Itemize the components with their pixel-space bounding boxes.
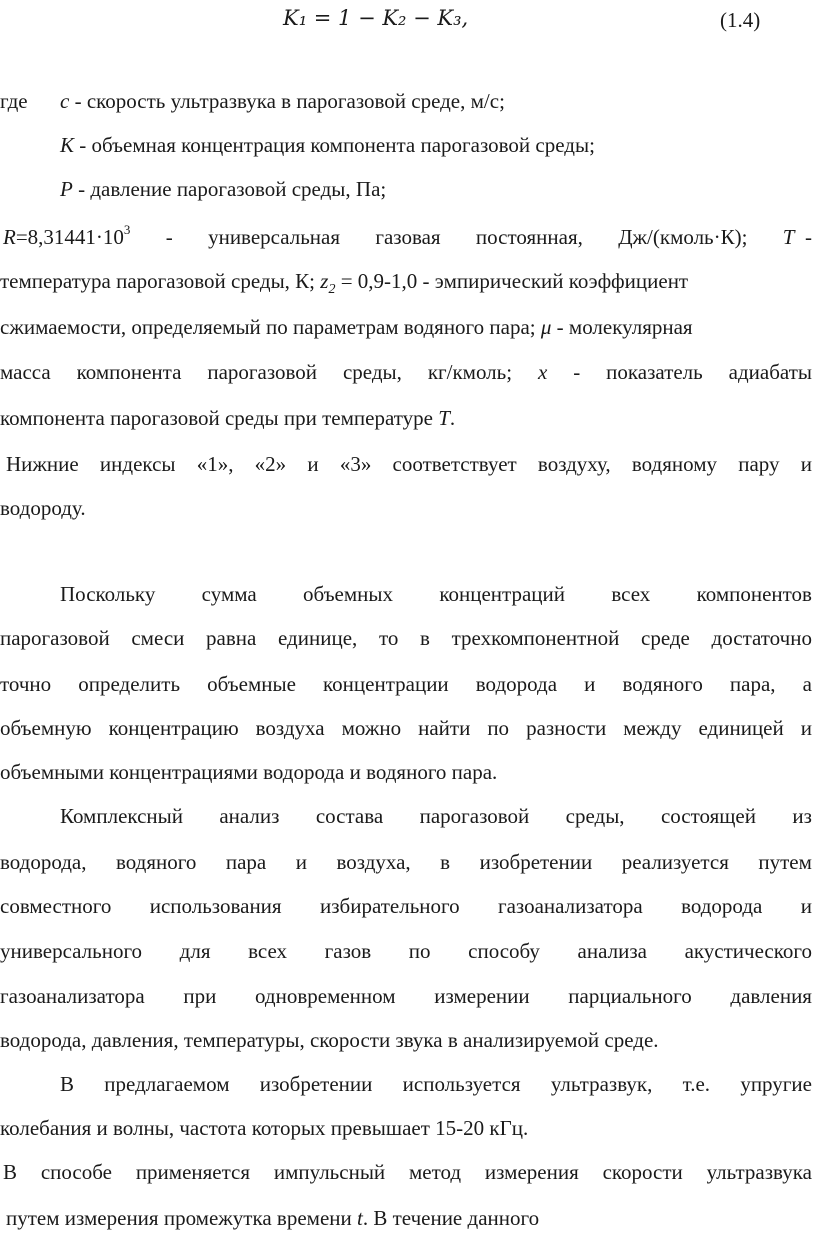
r-line-2: температура парогазовой среды, К; $z_2 = 0,9-1,0$ - эмпирический коэффициент [0,269,689,298]
equation-number: (1.4) [720,8,761,32]
para2-line-1: Комплексный анализ состава парогазовой среды, состоящей из [60,804,812,828]
symbol-p: P [60,177,73,201]
para2-line-6: водорода, давления, температуры, скорости звука в анализируемой среде. [0,1028,659,1052]
formula-text: K₁ = 1 − K₂ − K₃, [283,6,469,30]
para1-line-1: Поскольку сумма объемных концентраций всех компонентов [60,582,812,606]
para2-line-3: совместного использования избирательного газоанализатора водорода и [0,894,812,918]
definition-p [60,175,386,203]
r-line-1: $R=8,31441\cdot 10^3$ - универсальная газовая постоянная, Дж/(кмоль·К); T - [3,222,812,249]
where-word: где [0,89,28,113]
para2-line-4: универсального для всех газов по способу анализа акустического [0,939,812,963]
p-description: - давление парогазовой среды, Па; [72,177,387,201]
index-line-1: Нижние индексы «1», «2» и «3» соответствует воздуху, водяному пару и [6,452,812,476]
para3-line-1: В предлагаемом изобретении используется ультразвук, т.е. упругие [60,1072,812,1096]
symbol-t: T - [782,225,812,249]
para2-line-5: газоанализатора при одновременном измерении парциального давления [0,984,812,1008]
r-line-5: компонента парогазовой среды при температуре T. [0,406,456,430]
formula-k1 [283,4,468,32]
para1-line-5: объемными концентрациями водорода и водяного пара. [0,760,498,784]
definition-c [0,87,28,115]
r-line-3: сжимаемости, определяемый по параметрам водяного пара; μ - молекулярная [0,315,693,339]
k-description: - объемная концентрация компонента парогазовой среды; [74,133,595,157]
index-line-2: водороду. [0,496,86,520]
para1-line-2: парогазовой смеси равна единице, то в трехкомпонентной среде достаточно [0,626,812,650]
c-description: - скорость ультразвука в парогазовой среде, м/с; [69,89,505,113]
r-constant: $R=8,31441\cdot 10^3$ [3,222,131,249]
definition-c-text [60,87,505,115]
para1-line-4: объемную концентрацию воздуха можно найти по разности между единицей и [0,716,812,740]
para4-line-1: В способе применяется импульсный метод измерения скорости ультразвука [3,1160,812,1184]
para4-line-2: путем измерения промежутка времени t. В течение данного [6,1206,540,1230]
symbol-c: c [60,89,70,113]
para2-line-2: водорода, водяного пара и воздуха, в изобретении реализуется путем [0,850,812,874]
symbol-k: K [60,133,75,157]
para1-line-3: точно определить объемные концентрации водорода и водяного пара, а [0,672,812,696]
definition-k [60,131,595,159]
r-line-4: масса компонента парогазовой среды, кг/кмоль; x - показатель адиабаты [0,360,812,384]
para3-line-2: колебания и волны, частота которых превышает 15-20 кГц. [0,1116,529,1140]
